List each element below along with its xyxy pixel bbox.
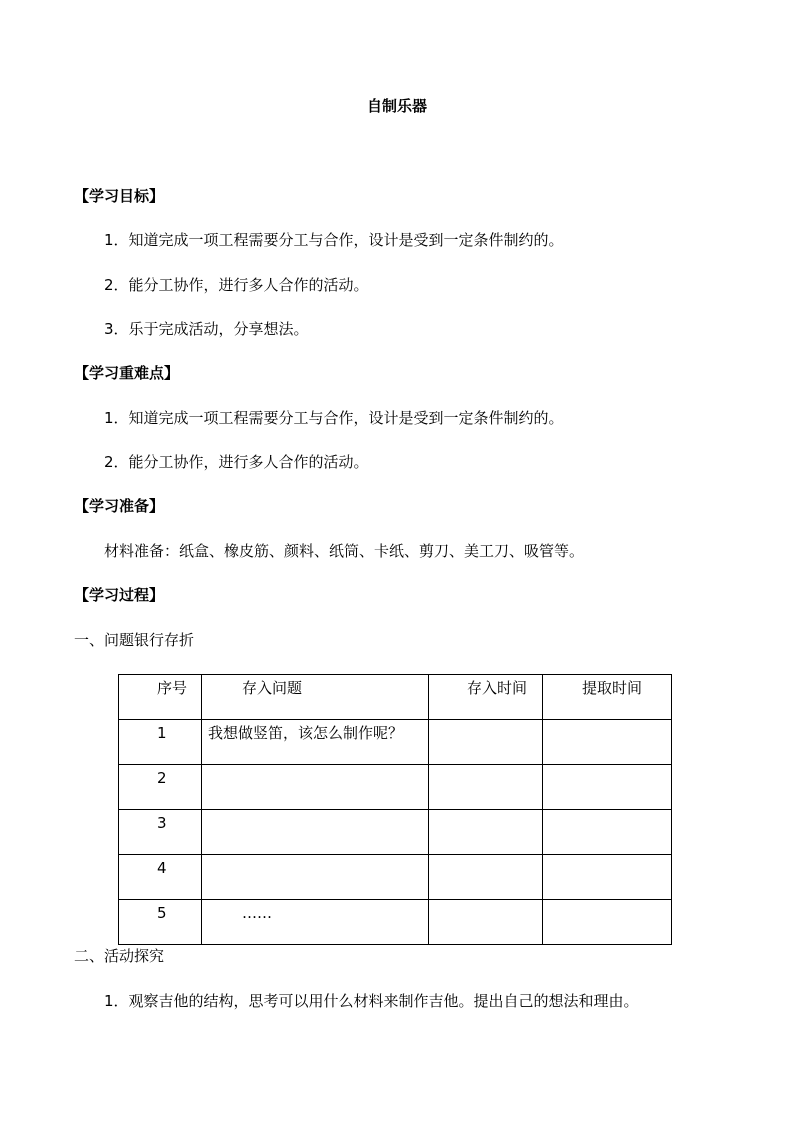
row-number-cell: 2	[119, 765, 202, 810]
goals-heading: 【学习目标】	[74, 187, 165, 205]
section-question-bank: 一、问题银行存折	[74, 631, 195, 649]
header-cell-number: 序号	[119, 675, 202, 720]
key-point-item-1: 1．知道完成一项工程需要分工与合作，设计是受到一定条件制约的。	[104, 409, 564, 427]
header-cell-question: 存入问题	[202, 675, 429, 720]
table-header-row	[119, 675, 672, 720]
withdraw-time-cell	[543, 810, 672, 855]
preparation-heading: 【学习准备】	[74, 497, 165, 515]
question-cell: ……	[202, 900, 429, 945]
table-row	[119, 720, 672, 765]
goal-item-2: 2．能分工协作，进行多人合作的活动。	[104, 276, 369, 294]
question-cell	[202, 765, 429, 810]
deposit-time-cell	[429, 720, 543, 765]
header-cell-deposit-time: 存入时间	[429, 675, 543, 720]
deposit-time-cell	[429, 855, 543, 900]
goal-item-3: 3．乐于完成活动，分享想法。	[104, 320, 309, 338]
goal-item-1: 1．知道完成一项工程需要分工与合作，设计是受到一定条件制约的。	[104, 231, 564, 249]
table-row	[119, 900, 672, 945]
question-cell: 我想做竖笛，该怎么制作呢？	[202, 720, 429, 765]
table-row	[119, 765, 672, 810]
deposit-time-cell	[429, 765, 543, 810]
question-bank-table	[118, 674, 672, 945]
withdraw-time-cell	[543, 720, 672, 765]
preparation-text: 材料准备：纸盒、橡皮筋、颜料、纸筒、卡纸、剪刀、美工刀、吸管等。	[104, 542, 585, 560]
key-point-item-2: 2．能分工协作，进行多人合作的活动。	[104, 453, 369, 471]
section-activity: 二、活动探究	[74, 947, 165, 965]
process-heading: 【学习过程】	[74, 586, 165, 604]
withdraw-time-cell	[543, 900, 672, 945]
activity-item-1: 1．观察吉他的结构，思考可以用什么材料来制作吉他。提出自己的想法和理由。	[104, 992, 639, 1010]
header-cell-withdraw-time: 提取时间	[543, 675, 672, 720]
document-title: 自制乐器	[366, 97, 427, 115]
table-row	[119, 855, 672, 900]
row-number-cell: 5	[119, 900, 202, 945]
key-points-heading: 【学习重难点】	[74, 364, 180, 382]
row-number-cell: 3	[119, 810, 202, 855]
question-cell	[202, 855, 429, 900]
deposit-time-cell	[429, 900, 543, 945]
withdraw-time-cell	[543, 855, 672, 900]
row-number-cell: 1	[119, 720, 202, 765]
withdraw-time-cell	[543, 765, 672, 810]
table-row	[119, 810, 672, 855]
question-cell	[202, 810, 429, 855]
deposit-time-cell	[429, 810, 543, 855]
row-number-cell: 4	[119, 855, 202, 900]
